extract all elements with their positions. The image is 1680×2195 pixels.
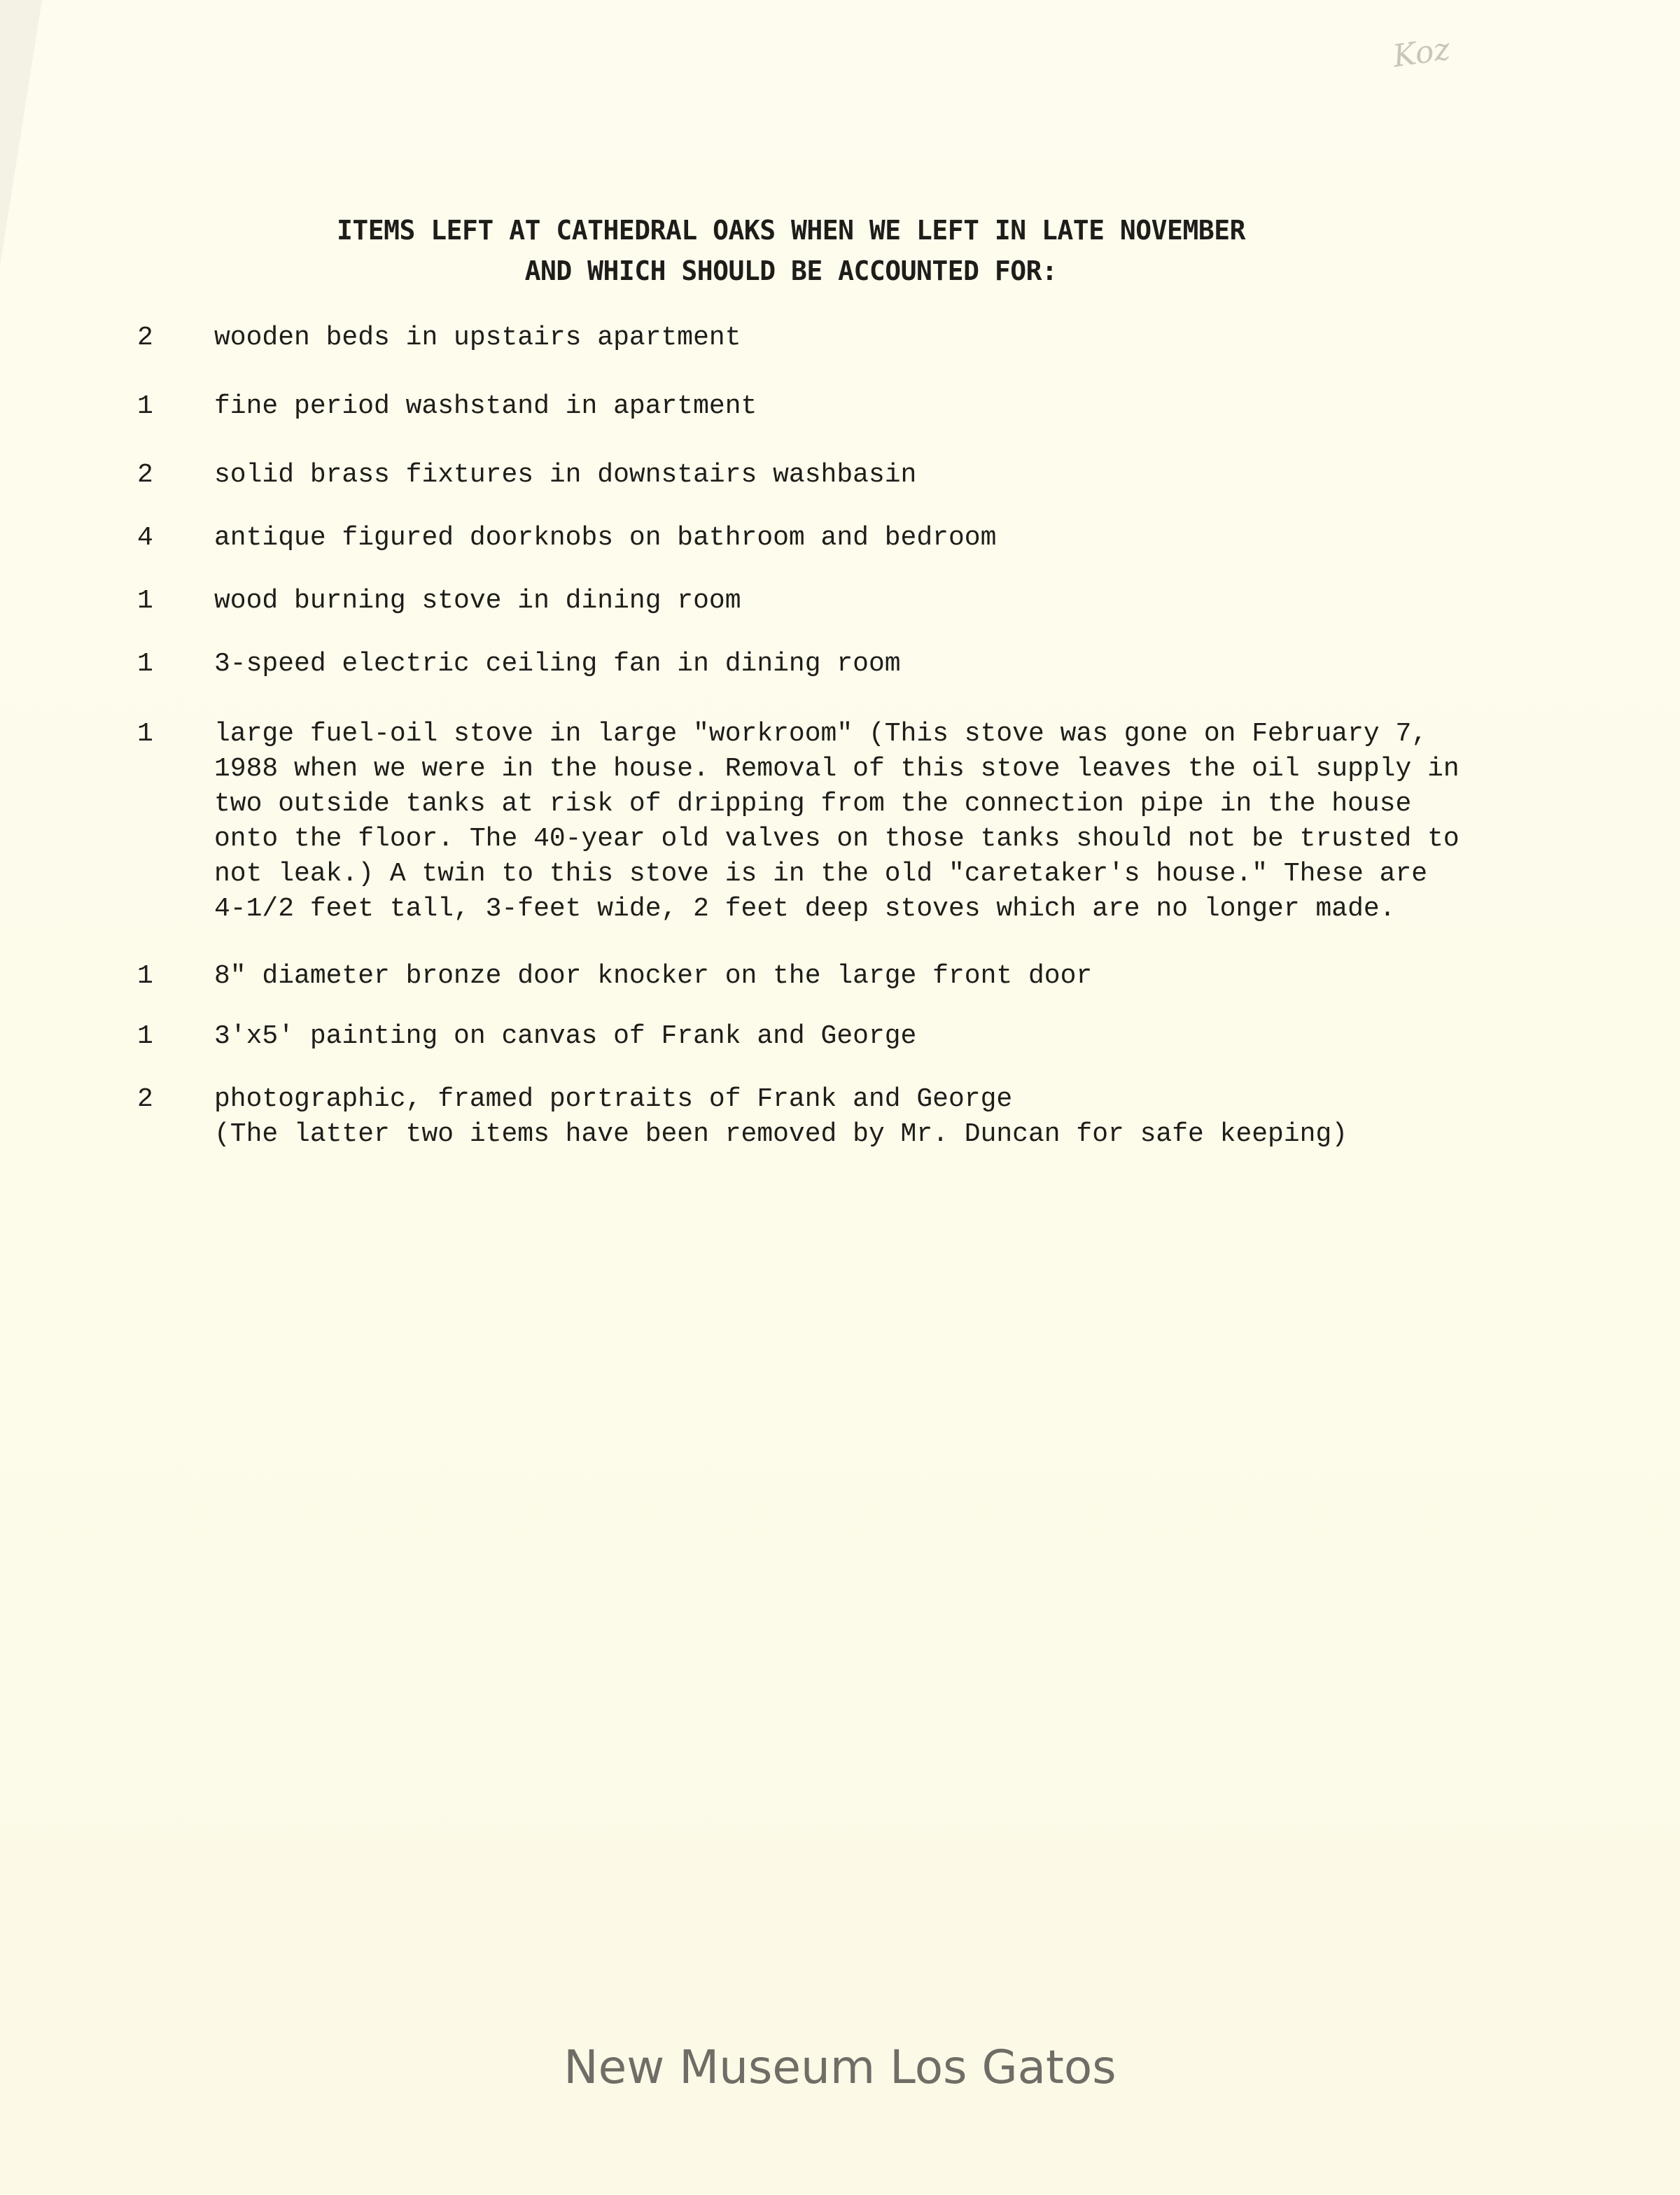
item-description: wood burning stove in dining room	[214, 586, 741, 616]
list-item	[137, 717, 1558, 927]
item-quantity: 1	[137, 961, 153, 991]
list-item	[137, 1019, 1558, 1054]
paper-corner-fold	[0, 0, 42, 266]
list-item	[137, 647, 1558, 682]
item-description: 8" diameter bronze door knocker on the large front door	[214, 961, 1093, 991]
item-description: solid brass fixtures in downstairs washbasin	[214, 460, 917, 490]
item-description: fine period washstand in apartment	[214, 391, 757, 421]
title-line-2: AND WHICH SHOULD BE ACCOUNTED FOR:	[524, 255, 1058, 286]
item-description: large fuel-oil stove in large "workroom" (This stove was gone on February 7, 1988 when we were in the house. Removal of this stove leaves the oil supply in two outside tanks at risk of dripping from the connection pipe in the house onto the floor. The 40-year old valves on those tanks should not be trusted to not leak.) A twin to this stove is in the old "caretaker's house." These are 4-1/2 feet tall, 3-feet wide, 2 feet deep stoves which are no longer made.	[214, 719, 1460, 924]
item-description: antique figured doorknobs on bathroom and bedroom	[214, 523, 997, 553]
item-description: wooden beds in upstairs apartment	[214, 323, 741, 353]
list-item	[137, 389, 1558, 424]
list-item	[137, 321, 1558, 356]
museum-watermark: New Museum Los Gatos	[564, 2040, 1116, 2094]
item-quantity: 1	[137, 586, 153, 616]
list-item	[137, 959, 1558, 994]
item-description: 3-speed electric ceiling fan in dining room	[214, 649, 901, 679]
handwritten-note: Koz	[1390, 31, 1452, 75]
list-item	[137, 1082, 1558, 1152]
list-item	[137, 458, 1558, 493]
item-quantity: 1	[137, 719, 153, 749]
item-quantity: 4	[137, 523, 153, 553]
item-quantity: 2	[137, 460, 153, 490]
document-title	[266, 210, 1316, 291]
list-item	[137, 521, 1558, 556]
item-quantity: 2	[137, 1084, 153, 1114]
item-quantity: 2	[137, 323, 153, 353]
list-item	[137, 584, 1558, 619]
item-description: 3'x5' painting on canvas of Frank and George	[214, 1021, 917, 1051]
item-quantity: 1	[137, 1021, 153, 1051]
item-quantity: 1	[137, 649, 153, 679]
item-quantity: 1	[137, 391, 153, 421]
item-description: photographic, framed portraits of Frank and George (The latter two items have been removed by Mr. Duncan for safe keeping)	[214, 1084, 1348, 1149]
title-line-1: ITEMS LEFT AT CATHEDRAL OAKS WHEN WE LEFT IN LATE NOVEMBER	[337, 215, 1245, 246]
